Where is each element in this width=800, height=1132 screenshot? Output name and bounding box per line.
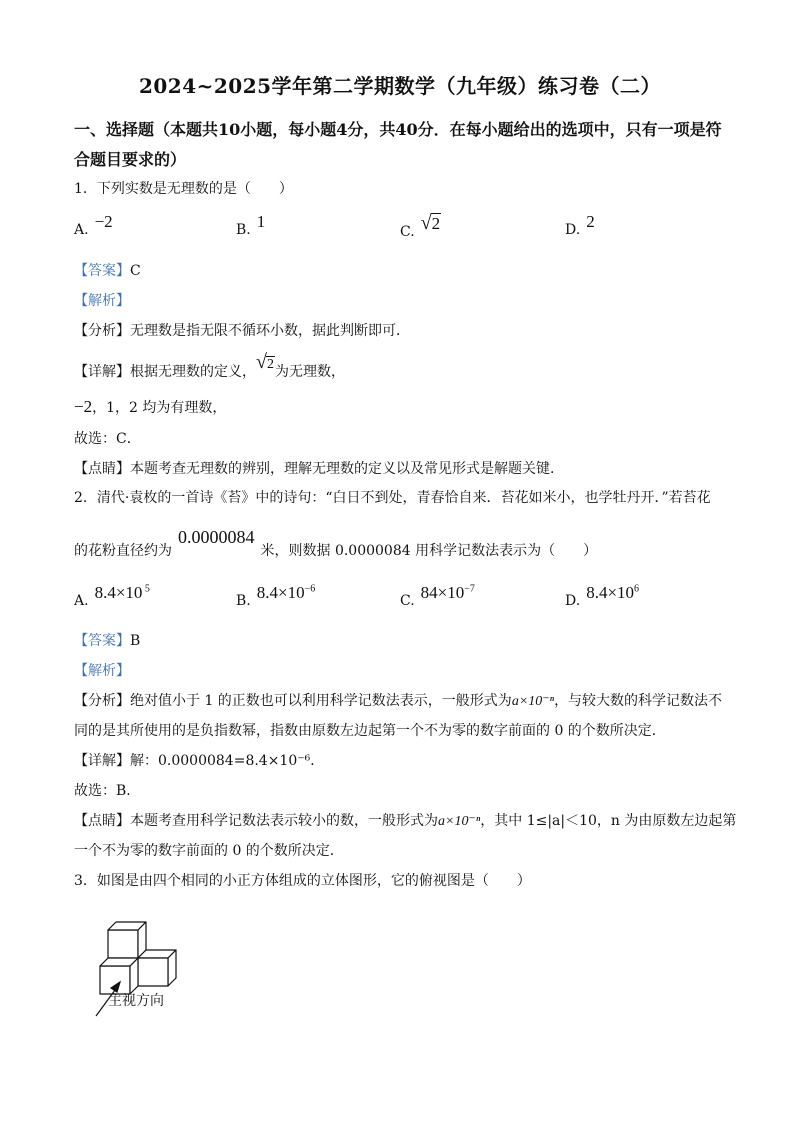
sqrt-expression: √2 bbox=[420, 212, 441, 234]
q2-xiangjie: 【详解】解：0.0000084=8.4×10⁻⁶． bbox=[74, 753, 325, 769]
q2-stem-line1: 2．清代·袁枚的一首诗《苔》中的诗句：“白日不到处，青春恰自来．苔花如米小，也学牡丹开．”若苔花 bbox=[74, 490, 711, 506]
q1-answer: 【答案】C bbox=[74, 263, 141, 279]
q1-stem: 1．下列实数是无理数的是（ ） bbox=[74, 181, 293, 197]
q2-option-b[interactable]: B. $8.4\times 10^{-6}$ bbox=[236, 583, 316, 609]
q2-option-a[interactable]: A. 8.4×10 $^5$ bbox=[74, 583, 150, 609]
page-title: 2024~2025学年第二学期数学（九年级）练习卷（二） bbox=[138, 74, 662, 98]
figure-label: 主视方向 bbox=[108, 993, 164, 1009]
q2-dianjing-line2: 一个不为零的数字前面的 0 的个数所决定． bbox=[74, 843, 344, 859]
sqrt-expression: √2 bbox=[256, 351, 274, 373]
q1-fenxi: 【分析】无理数是指无限不循环小数，据此判断即可． bbox=[74, 323, 410, 339]
q2-fenxi-line1: 【分析】绝对值小于 1 的正数也可以利用科学记数法表示，一般形式为a×10⁻ⁿ，与较大数的科学记数法不 bbox=[74, 693, 723, 709]
q2-option-d[interactable]: D. $8.4\times 10^6$ bbox=[565, 583, 640, 609]
q2-fenxi-line2: 同的是其所使用的是负指数幂，指数由原数左边起第一个不为零的数字前面的 0 的个数所决定． bbox=[74, 723, 666, 739]
q1-analysis-tag: 【解析】 bbox=[74, 293, 130, 309]
q3-stem: 3．如图是由四个相同的小正方体组成的立体图形，它的俯视图是（ ） bbox=[74, 873, 531, 889]
q1-dianjing: 【点睛】本题考查无理数的辨别，理解无理数的定义以及常见形式是解题关键． bbox=[74, 461, 564, 477]
q1-option-a[interactable]: A. −2 bbox=[74, 212, 113, 238]
q2-option-c[interactable]: C. $84\times 10^{-7}$ bbox=[400, 583, 475, 609]
q1-option-c[interactable]: C. √2 bbox=[400, 212, 441, 240]
cube-face bbox=[138, 958, 168, 986]
q1-choose: 故选：C． bbox=[74, 431, 141, 447]
q2-choose: 故选：B． bbox=[74, 783, 141, 799]
q1-option-d[interactable]: D. 2 bbox=[565, 212, 595, 238]
q2-analysis-tag: 【解析】 bbox=[74, 663, 130, 679]
q1-option-b[interactable]: B. 1 bbox=[236, 212, 266, 238]
q2-stem-line2: 的花粉直径约为0.0000084米，则数据 0.0000084 用科学记数法表示为（ ） bbox=[74, 527, 598, 559]
q1-rational-line: −2，1，2 均为有理数， bbox=[74, 397, 227, 416]
q1-xiangjie: 【详解】根据无理数的定义，√2为无理数， bbox=[74, 351, 345, 380]
cube-face bbox=[108, 930, 138, 958]
q2-dianjing-line1: 【点睛】本题考查用科学记数法表示较小的数，一般形式为a×10⁻ⁿ，其中 1≤|a|＜10，n 为由原数左边起第 bbox=[74, 813, 737, 829]
q2-answer: 【答案】B bbox=[74, 633, 141, 649]
section-heading: 一、选择题（本题共10小题，每小题4分，共40分．在每小题给出的选项中，只有一项是符合题目要求的） bbox=[74, 120, 722, 169]
